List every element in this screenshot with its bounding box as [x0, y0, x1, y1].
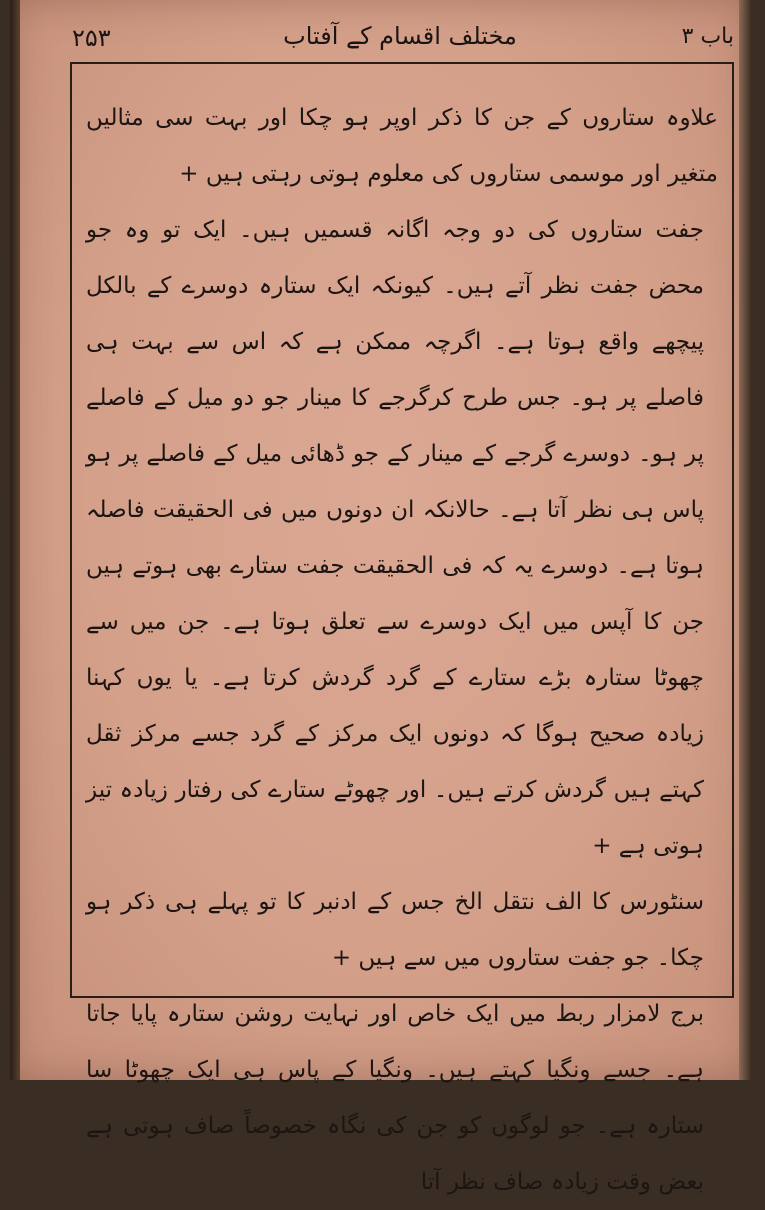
paragraph-2: جفت ستاروں کی دو وجہ اگانہ قسمیں ہیں۔ ایک تو وہ جو محض جفت نظر آتے ہیں۔ کیونکہ ایک ستارہ دوسرے کے بالکل پیچھے واقع ہوتا ہے۔ اگرچہ ممکن ہے کہ اس سے بہت ہی فاصلے پر ہو۔ جس طرح کرگرجے کا مینار جو دو میل کے فاصلے پر ہو۔ دوسرے گرجے کے مینار کے جو ڈھائی میل کے فاصلے پر ہو پاس ہی نظر آتا ہے۔ حالانکہ ان دونوں میں فی الحقیقت فاصلہ ہوتا ہے۔ دوسرے یہ کہ فی الحقیقت جفت ستارے بھی ہوتے ہیں جن کا آپس میں ایک دوسرے سے تعلق ہوتا ہے۔ جن میں سے چھوٹا ستارہ بڑے ستارے کے گرد گردش کرتا ہے۔ یا یوں کہنا زیادہ صحیح ہوگا کہ دونوں ایک مرکز کے گرد جسے مرکز ثقل کہتے ہیں گردش کرتے ہیں۔ اور چھوٹے ستارے کی رفتار زیادہ تیز ہوتی ہے + [86, 217, 704, 859]
paragraph-4: برج لامزار ربط میں ایک خاص اور نہایت روشن ستارہ پایا جاتا ہے۔ جسے ونگیا کہتے ہیں۔ ونگیا کے پاس ہی ایک چھوٹا سا ستارہ ہے۔ جو لوگوں کو جن کی نگاہ خصوصاً صاف ہوتی ہے بعض وقت زیادہ صاف نظر آتا [86, 1001, 704, 1195]
page-header [10, 20, 752, 60]
page-left-edge [10, 0, 20, 1080]
page-right-edge [739, 0, 752, 1080]
paragraph-1: علاوہ ستاروں کے جن کا ذکر اوپر ہو چکا اور بہت سی مثالیں متغیر اور موسمی ستاروں کی معلوم ہوتی رہتی ہیں + [86, 105, 718, 187]
book-page [10, 0, 752, 1195]
paragraph-3: سنٹورس کا الف نتقل الخ جس کے ادنبر کا تو پہلے ہی ذکر ہو چکا۔ جو جفت ستاروں میں سے ہیں + [86, 889, 704, 971]
page-number: ۲۵۳ [72, 24, 111, 52]
running-title: مختلف اقسام کے آفتاب [283, 22, 517, 50]
chapter-label: باب ۳ [681, 24, 734, 49]
body-text [86, 90, 718, 1210]
text-frame [70, 62, 734, 1195]
